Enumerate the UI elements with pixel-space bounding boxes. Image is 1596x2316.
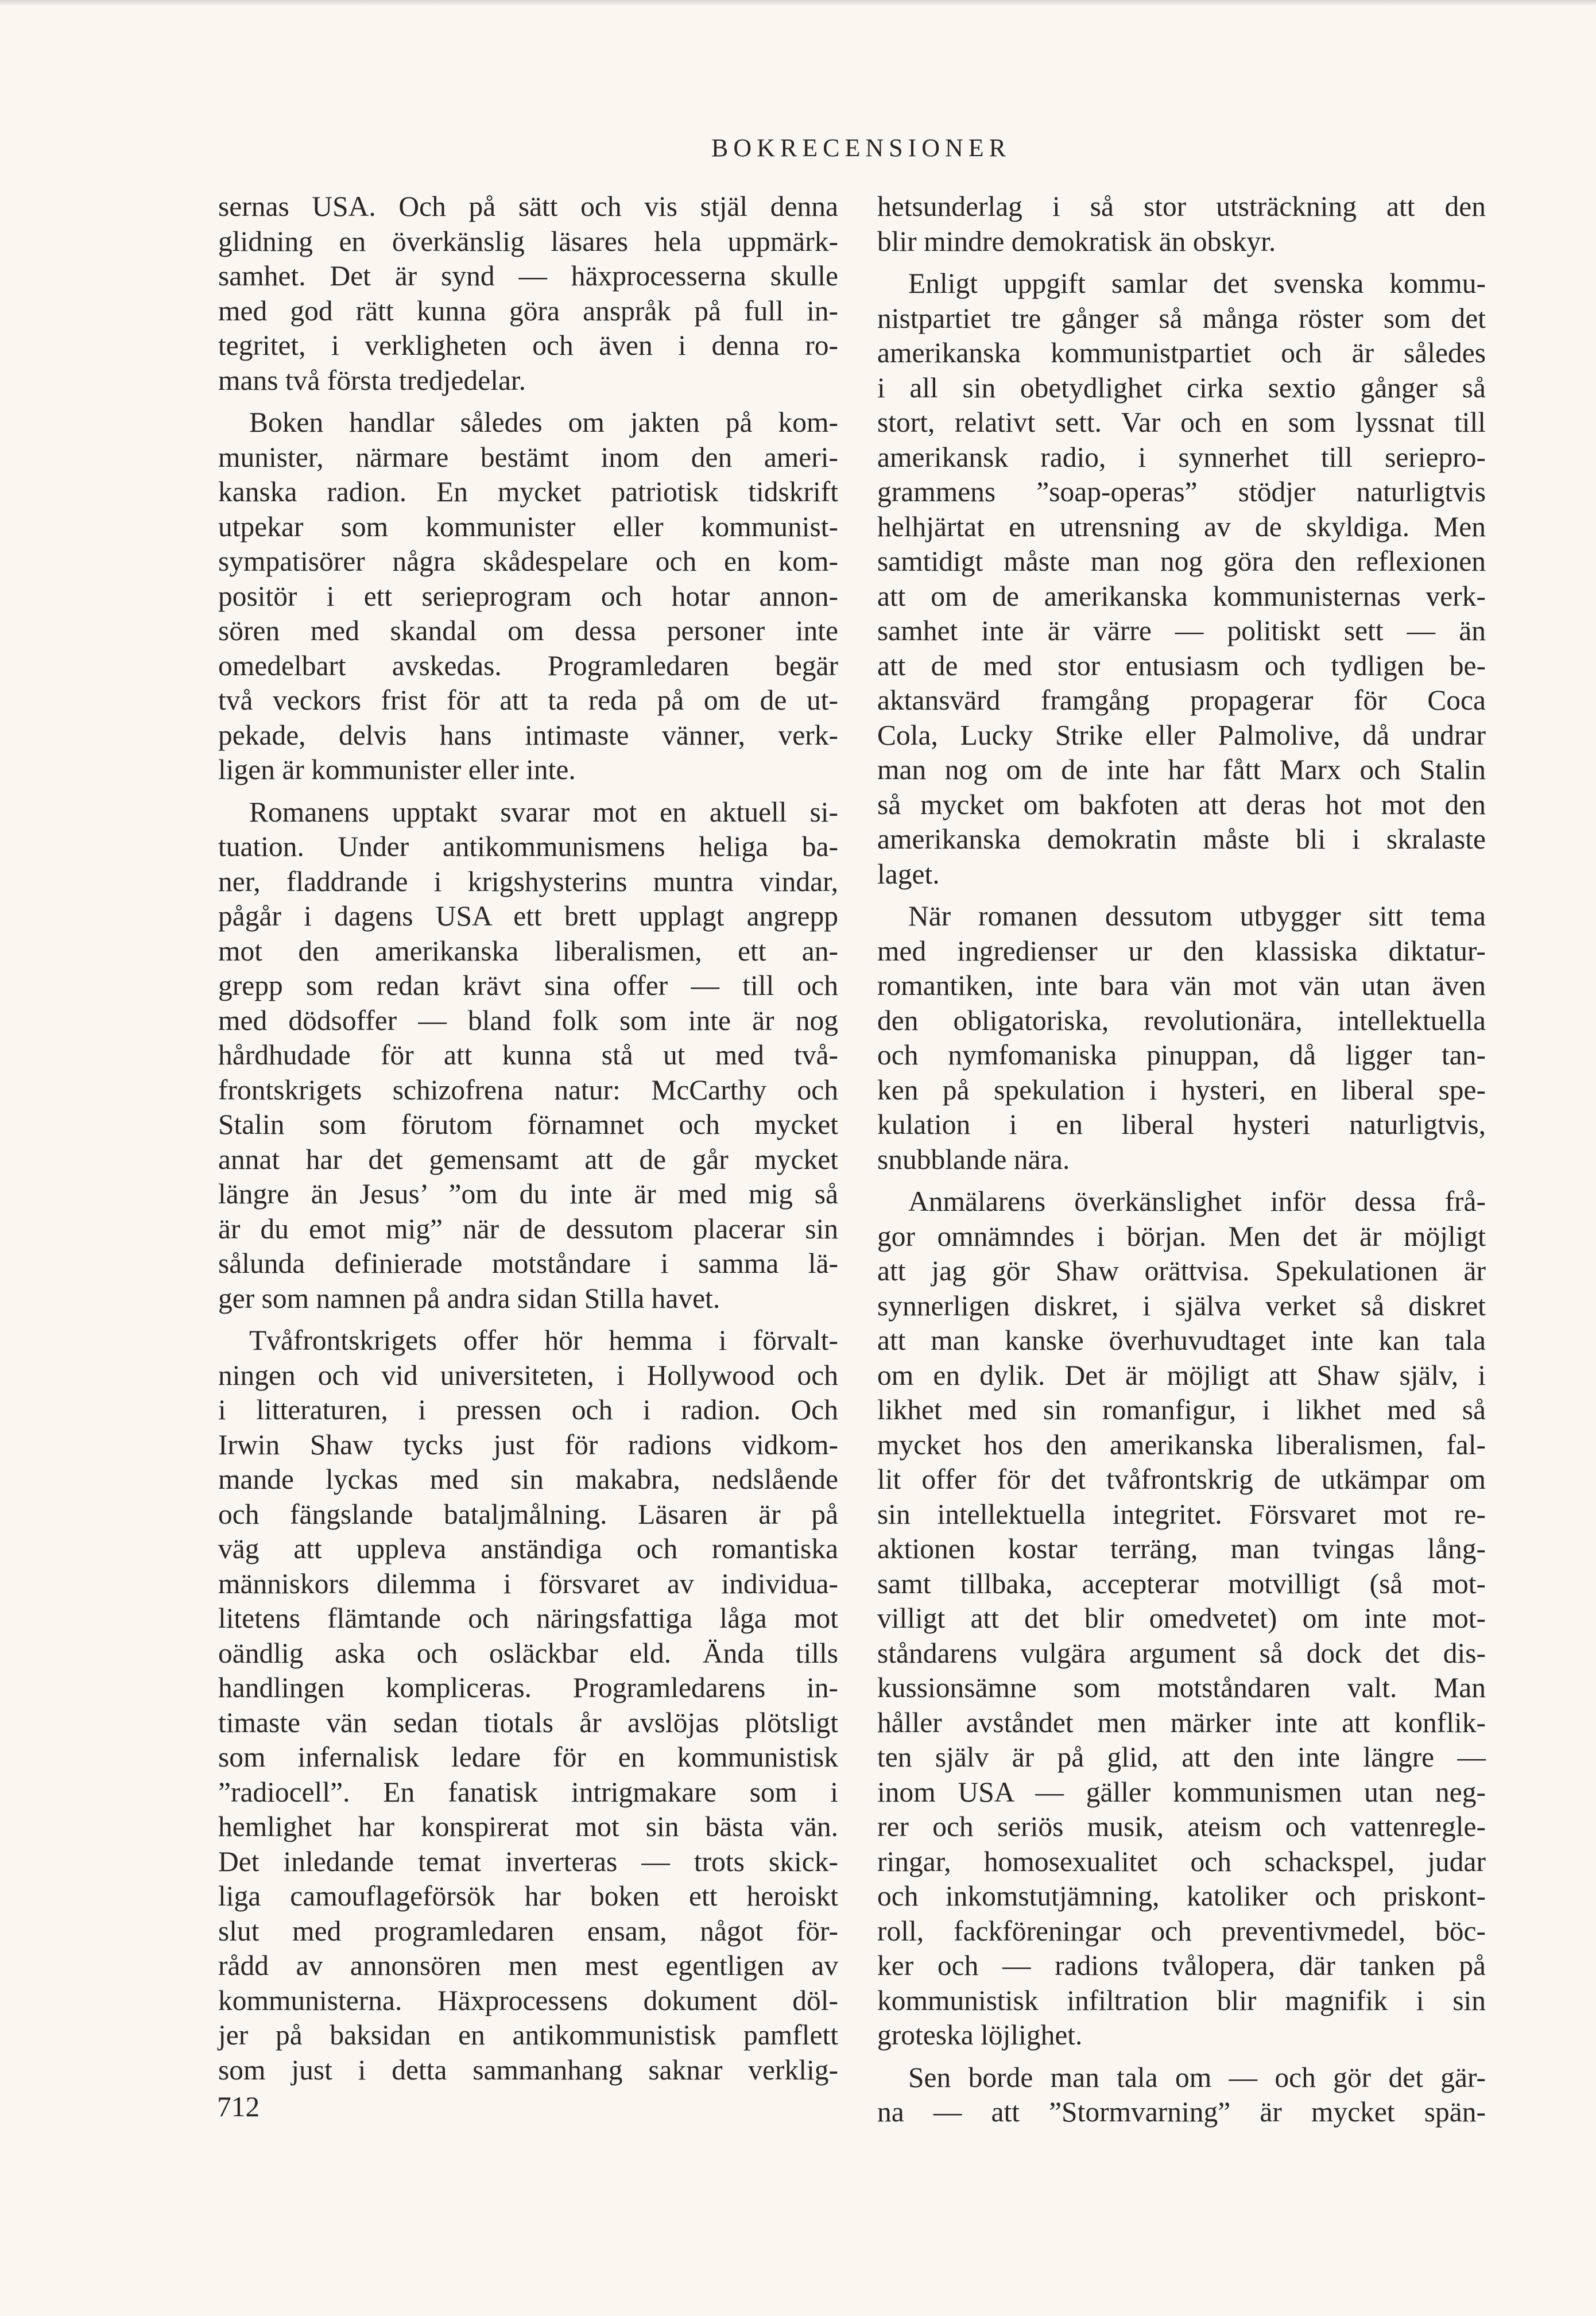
text-line: pekade, delvis hans intimaste vänner, verk- xyxy=(218,719,838,751)
text-line: ten själv är på glid, att den inte längre — xyxy=(877,1741,1486,1773)
text-line: kommunisterna. Häxprocessens dokument döl- xyxy=(218,1984,838,2016)
text-line: mans två första tredjedelar. xyxy=(218,364,526,396)
text-line: Anmälarens överkänslighet inför dessa frå- xyxy=(908,1186,1486,1217)
text-line: Det inledande temat inverteras — trots skick- xyxy=(218,1845,838,1877)
text-line: Romanens upptakt svarar mot en aktuell si- xyxy=(249,796,838,828)
text-line: Boken handlar således om jakten på kom- xyxy=(249,406,838,438)
text-line: ner, fladdrande i krigshysterins muntra vindar, xyxy=(218,865,838,897)
text-line: sören med skandal om dessa personer inte xyxy=(218,615,838,646)
text-line: som infernalisk ledare för en kommunistisk xyxy=(218,1741,838,1773)
text-line: sin intellektuella integritet. Försvaret mot re- xyxy=(877,1498,1486,1530)
text-line: grammens ”soap-operas” stödjer naturligtvis xyxy=(877,476,1486,508)
text-line: kanska radion. En mycket patriotisk tidskrift xyxy=(218,476,838,508)
text-line: Cola, Lucky Strike eller Palmolive, då undrar xyxy=(877,719,1486,751)
text-line: glidning en överkänslig läsares hela uppmärk- xyxy=(218,225,838,257)
paragraph xyxy=(877,189,1486,259)
text-line: ståndarens vulgära argument så dock det dis- xyxy=(877,1637,1486,1669)
text-line: människors dilemma i försvaret av individua- xyxy=(218,1567,838,1599)
text-line: väg att uppleva anständiga och romantiska xyxy=(218,1533,838,1564)
text-line: mot den amerikanska liberalismen, ett an- xyxy=(218,935,838,967)
text-line: samhet inte är värre — politiskt sett — än xyxy=(877,615,1486,646)
text-line: utpekar som kommunister eller kommunist- xyxy=(218,510,838,543)
text-line: nistpartiet tre gånger så många röster som det xyxy=(877,302,1486,334)
text-line: amerikanska kommunistpartiet och är således xyxy=(877,337,1486,369)
text-line: att man kanske överhuvudtaget inte kan tala xyxy=(877,1324,1486,1356)
text-line: helhjärtat en utrensning av de skyldiga. Men xyxy=(877,510,1486,543)
paragraph xyxy=(218,1323,838,2088)
text-line: stort, relativt sett. Var och en som lyssnat till xyxy=(877,406,1486,438)
text-line: villigt att det blir omedvetet) om inte mot- xyxy=(877,1602,1486,1634)
text-line: så mycket om bakfoten att deras hot mot den xyxy=(877,788,1486,820)
text-line: sympatisörer några skådespelare och en kom- xyxy=(218,545,838,577)
paragraph xyxy=(218,795,838,1316)
text-line: positör i ett serieprogram och hotar annon- xyxy=(218,580,838,612)
text-line: aktionen kostar terräng, man tvingas lång- xyxy=(877,1533,1486,1564)
text-line: att jag gör Shaw orättvisa. Spekulationen är xyxy=(877,1255,1486,1287)
text-line: roll, fackföreningar och preventivmedel, böc- xyxy=(877,1915,1486,1947)
text-line: samhet. Det är synd — häxprocesserna skulle xyxy=(218,260,838,292)
text-line: samtidigt måste man nog göra den reflexionen xyxy=(877,545,1486,577)
page-number: 712 xyxy=(217,2091,260,2123)
text-line: ker och — radions tvålopera, där tanken på xyxy=(877,1950,1486,1981)
text-line: synnerligen diskret, i själva verket så diskret xyxy=(877,1289,1486,1322)
text-line: mande lyckas med sin makabra, nedslående xyxy=(218,1463,838,1495)
text-line: och inkomstutjämning, katoliker och priskont- xyxy=(877,1880,1486,1912)
text-line: man nog om de inte har fått Marx och Stalin xyxy=(877,754,1486,785)
text-line: handlingen kompliceras. Programledarens in- xyxy=(218,1672,838,1703)
text-line: som just i detta sammanhang saknar verklig- xyxy=(218,2054,838,2086)
text-line: tegritet, i verkligheten och även i denna ro- xyxy=(218,330,838,361)
text-line: rådd av annonsören men mest egentligen av xyxy=(218,1950,838,1981)
scan-top-edge xyxy=(0,0,1596,6)
text-line: Stalin som förutom förnamnet och mycket xyxy=(218,1109,838,1140)
paragraph xyxy=(877,1184,1486,2053)
text-line: med dödsoffer — bland folk som inte är nog xyxy=(218,1004,838,1036)
text-line: ligen är kommunister eller inte. xyxy=(218,754,576,785)
paragraph xyxy=(877,899,1486,1177)
text-line: na — att ”Stormvarning” är mycket spän- xyxy=(877,2096,1486,2128)
text-line: ”radiocell”. En fanatisk intrigmakare som i xyxy=(218,1776,838,1808)
text-line: kommunistisk infiltration blir magnifik i sin xyxy=(877,1984,1486,2016)
text-line: amerikansk radio, i synnerhet till seriepro- xyxy=(877,441,1486,473)
text-line: i all sin obetydlighet cirka sextio gånger så xyxy=(877,371,1486,404)
text-line: munister, närmare bestämt inom den ameri- xyxy=(218,441,838,473)
text-line: liga camouflageförsök har boken ett heroiskt xyxy=(218,1880,838,1912)
text-line: ringar, homosexualitet och schackspel, judar xyxy=(877,1845,1486,1877)
text-line: två veckors frist för att ta reda på om de ut- xyxy=(218,684,838,716)
text-line: kussionsämne som motståndaren valt. Man xyxy=(877,1672,1486,1703)
text-line: grepp som redan krävt sina offer — till och xyxy=(218,970,838,1001)
text-line: hårdhudade för att kunna stå ut med två- xyxy=(218,1039,838,1071)
text-line: frontskrigets schizofrena natur: McCarthy och xyxy=(218,1074,838,1106)
text-line: längre än Jesus’ ”om du inte är med mig så xyxy=(218,1178,838,1210)
text-line: hetsunderlag i så stor utsträckning att den xyxy=(877,191,1486,222)
text-line: ken på spekulation i hysteri, en liberal spe- xyxy=(877,1074,1486,1106)
text-line: med ingredienser ur den klassiska diktatur- xyxy=(877,935,1486,967)
text-line: lit offer för det tvåfrontskrig de utkämpar om xyxy=(877,1463,1486,1495)
text-line: groteska löjlighet. xyxy=(877,2019,1083,2051)
text-line: den obligatoriska, revolutionära, intellektuella xyxy=(877,1004,1486,1036)
text-line: och fängslande bataljmålning. Läsaren är på xyxy=(218,1498,838,1530)
paragraph xyxy=(218,189,838,398)
text-line: amerikanska demokratin måste bli i skralaste xyxy=(877,823,1486,855)
text-line: att om de amerikanska kommunisternas verk- xyxy=(877,580,1486,612)
text-line: kulation i en liberal hysteri naturligtvis, xyxy=(877,1109,1486,1140)
text-line: jer på baksidan en antikommunistisk pamflett xyxy=(218,2019,838,2051)
text-line: Enligt uppgift samlar det svenska kommu- xyxy=(908,268,1486,299)
text-line: att de med stor entusiasm och tydligen be- xyxy=(877,649,1486,681)
text-line: laget. xyxy=(877,858,940,890)
text-line: är du emot mig” när de dessutom placerar sin xyxy=(218,1213,838,1245)
text-line: snubblande nära. xyxy=(877,1143,1070,1175)
text-line: med god rätt kunna göra anspråk på full in- xyxy=(218,295,838,327)
text-line: timaste vän sedan tiotals år avslöjas plötsligt xyxy=(218,1706,838,1738)
text-line: gor omnämndes i början. Men det är möjligt xyxy=(877,1220,1486,1252)
text-line: samt tillbaka, accepterar motvilligt (så mot- xyxy=(877,1567,1486,1599)
text-line: tuation. Under antikommunismens heliga ba- xyxy=(218,831,838,862)
text-line: litetens flämtande och näringsfattiga låga mot xyxy=(218,1602,838,1634)
text-line: rer och seriös musik, ateism och vattenregle- xyxy=(877,1811,1486,1842)
text-line: Irwin Shaw tycks just för radions vidkom- xyxy=(218,1428,838,1461)
text-line: När romanen dessutom utbygger sitt tema xyxy=(908,900,1486,932)
text-line: Sen borde man tala om — och gör det gär- xyxy=(908,2061,1486,2093)
text-line: annat har det gemensamt att de går mycket xyxy=(218,1143,838,1175)
text-line: sernas USA. Och på sätt och vis stjäl denna xyxy=(218,191,838,222)
text-line: inom USA — gäller kommunismen utan neg- xyxy=(877,1776,1486,1808)
text-line: hemlighet har konspirerat mot sin bästa vän. xyxy=(218,1811,838,1842)
paragraph xyxy=(877,266,1486,892)
text-line: oändlig aska och osläckbar eld. Ända tills xyxy=(218,1637,838,1669)
text-line: håller avståndet men märker inte att konflik- xyxy=(877,1706,1486,1738)
left-column xyxy=(218,189,838,2095)
text-line: i litteraturen, i pressen och i radion. Och xyxy=(218,1394,838,1426)
text-line: om en dylik. Det är möjligt att Shaw själv, i xyxy=(877,1359,1486,1391)
text-line: romantiken, inte bara vän mot vän utan även xyxy=(877,970,1486,1001)
text-line: ger som namnen på andra sidan Stilla havet. xyxy=(218,1282,720,1314)
text-line: aktansvärd framgång propagerar för Coca xyxy=(877,684,1486,716)
paragraph xyxy=(218,405,838,788)
text-line: ningen och vid universiteten, i Hollywood och xyxy=(218,1359,838,1391)
text-line: slut med programledaren ensam, något för- xyxy=(218,1915,838,1947)
text-line: pågår i dagens USA ett brett upplagt angrepp xyxy=(218,900,838,932)
text-line: Tvåfrontskrigets offer hör hemma i förvalt- xyxy=(249,1324,838,1356)
paragraph xyxy=(877,2061,1486,2130)
text-line: blir mindre demokratisk än obskyr. xyxy=(877,225,1276,257)
running-head: BOKRECENSIONER xyxy=(711,134,1012,162)
text-line: sålunda definierade motståndare i samma lä- xyxy=(218,1248,838,1279)
text-line: likhet med sin romanfigur, i likhet med så xyxy=(877,1394,1486,1426)
text-line: mycket hos den amerikanska liberalismen, fal- xyxy=(877,1428,1486,1461)
right-column xyxy=(877,189,1486,2137)
text-line: omedelbart avskedas. Programledaren begär xyxy=(218,649,838,681)
text-line: och nymfomaniska pinuppan, då ligger tan- xyxy=(877,1039,1486,1071)
